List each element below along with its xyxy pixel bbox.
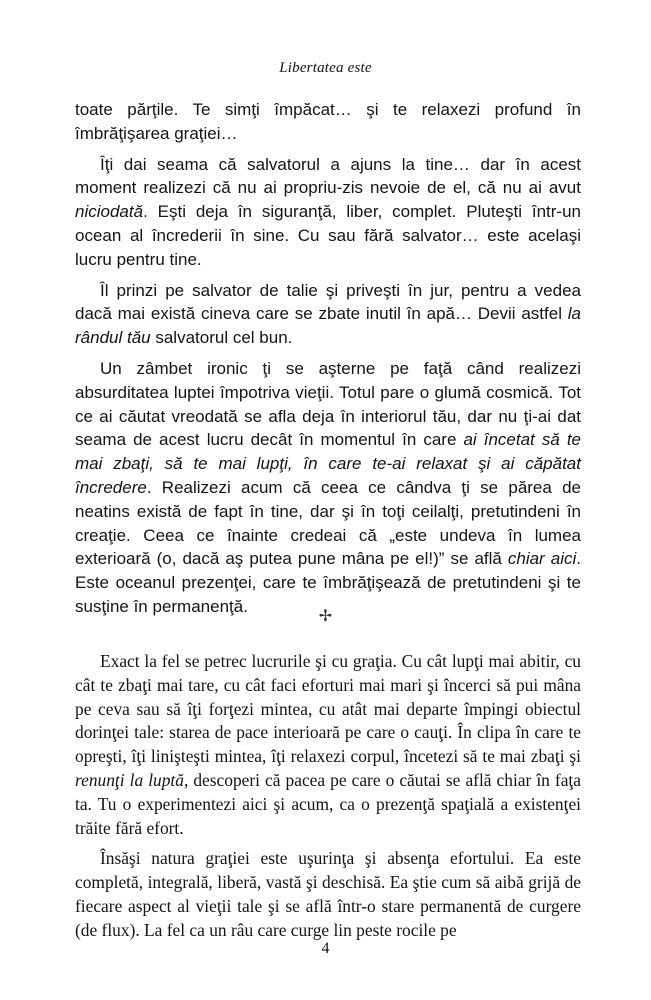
text-run: Un zâmbet ironic ţi se aşterne pe faţă când realizezi absurditatea luptei împotriva vieţii. Totul pare o glumă cosmică. Tot ce ai căutat vreodată se afla deja în interiorul tău, dar nu ţi-ai dat seama de acest lucru decât în momentul în care	[75, 358, 581, 450]
text-run: . Este oceanul prezenţei, care te îmbrăţişează de pretutindeni şi te susţine în permanenţă.	[75, 549, 581, 616]
text-run: salvatorul cel bun.	[150, 328, 293, 348]
paragraph-4	[75, 357, 581, 619]
text-run: . Realizezi acum că ceea ce cândva ţi se părea de neatins există de fapt în tine, dar şi în toţi ceilalţi, pretutindeni în creaţie. Ceea ce înainte credeai că „este undeva în lumea exterioară (o, dacă aş putea pune mâna pe el!)” se află	[75, 477, 581, 569]
text-run: . Eşti deja în siguranţă, liber, complet. Pluteşti într-un ocean al încrederii în sine. Cu sau fără salvator… este acelaşi lucru pentru tine.	[75, 202, 581, 269]
emphasis: ai încetat să te mai zbaţi, să te mai lupţi, în care te-ai relaxat şi ai căpătat încredere	[75, 430, 581, 497]
text-run: Îţi dai seama că salvatorul a ajuns la tine… dar în acest moment realizezi că nu ai propriu-zis nevoie de el, că nu ai avut	[75, 154, 581, 198]
paragraph-3	[75, 279, 581, 350]
text-run: descoperi că pacea pe care o căutai se află chiar în faţa ta. Tu o experimentezi aici şi acum, ca o prezenţă spaţială a existenţei trăite fără efort.	[75, 769, 581, 838]
emphasis: chiar aici	[507, 549, 577, 569]
text-run: Îl prinzi pe salvator de talie şi priveşti în jur, pentru a vedea dacă mai există cineva care se zbate inutil în apă… Devii astfel	[75, 280, 581, 324]
text-run: Exact la fel se petrec lucrurile şi cu graţia. Cu cât lupţi mai abitir, cu cât te zbaţi mai tare, cu cât faci eforturi mai mari şi încerci să pui mâna pe ceva sau să îţi forţezi mintea, cu atât mai departe împingi obiectul dorinţei tale: starea de pace interioară pe care o cauţi. În clipa în care te opreşti, îţi linişteşti mintea, îţi relaxezi corpul, încetezi să te mai zbaţi şi	[75, 651, 581, 767]
paragraph-5	[75, 650, 581, 840]
emphasis: niciodată	[75, 202, 144, 222]
paragraph-1	[75, 98, 581, 146]
text-run: Însăşi natura graţiei este uşurinţa şi absenţa efortului. Ea este completă, integrală, liberă, vastă şi deschisă. Ea ştie cum să aibă grijă de fiecare aspect al vieţii tale şi se află într-o stare permanentă de curgere (de flux). La fel ca un râu care curge lin peste rocile pe	[75, 848, 581, 940]
emphasis: la rândul tău	[75, 304, 581, 348]
running-head: Libertatea este	[279, 60, 372, 76]
page-number: 4	[321, 940, 330, 957]
body-section-serif	[75, 650, 581, 950]
emphasis: renunţi la luptă,	[75, 769, 189, 790]
paragraph-6	[75, 847, 581, 942]
text-run: toate părţile. Te simţi împăcat… şi te relaxezi profund în îmbrăţişarea graţiei…	[75, 100, 581, 143]
section-ornament-icon: ✢	[318, 606, 333, 625]
body-section-sans	[75, 98, 581, 626]
paragraph-2	[75, 153, 581, 272]
